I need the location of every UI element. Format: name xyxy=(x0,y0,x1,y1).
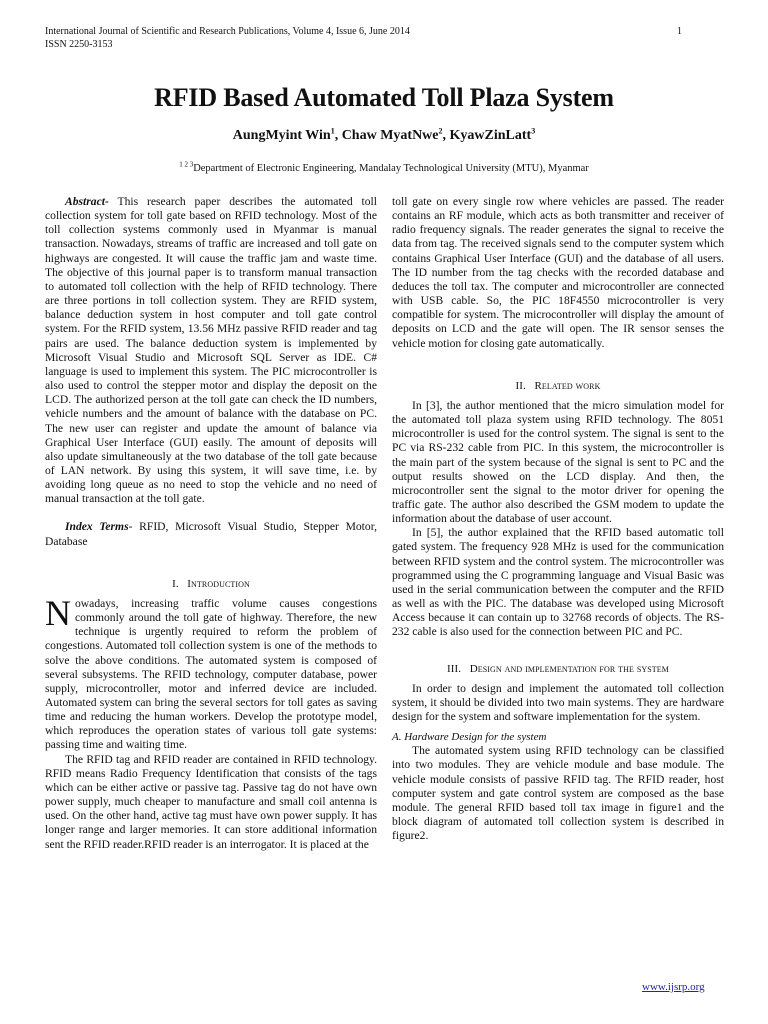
affiliation-sup: 1 2 3 xyxy=(179,160,194,169)
paragraph: The automated system using RFID technology can be classified into two modules. They are vehicle module and base module. The vehicle module consists of passive RFID tag. The RFID reader, host computer system and gate control system are composed as the base module. The general RFID based toll tax image in figure1 and the block diagram of automated toll collection system is described in figure2. xyxy=(392,744,724,843)
author-sup: 1 xyxy=(330,126,335,136)
subsection-heading: A. Hardware Design for the system xyxy=(392,731,547,744)
index-terms xyxy=(45,520,377,548)
section-heading xyxy=(45,577,377,591)
author-name: KyawZinLatt xyxy=(449,128,532,143)
section-number: I. xyxy=(172,577,179,590)
section-heading xyxy=(392,662,724,676)
abstract-label: Abstract- xyxy=(65,195,109,208)
paragraph: The RFID tag and RFID reader are contained in RFID technology. RFID means Radio Frequency Identification that consists of the tags which can be either active or passive tag. Passive tag do not have own power supply, much cheaper to manufacture and small coil antenna is used. On the other hand, active tag must have own power supply. It has longer range and larger memories. It can store additional information sent the RFID reader.RFID reader is an interrogator. It is placed at the xyxy=(45,752,377,851)
section-title: Related work xyxy=(534,379,601,392)
journal-website-link[interactable]: www.ijsrp.org xyxy=(642,981,705,993)
author-sup: 2 xyxy=(438,126,443,136)
section-number: III. xyxy=(447,662,462,675)
issn: ISSN 2250-3153 xyxy=(45,39,113,50)
paper-title: RFID Based Automated Toll Plaza System xyxy=(154,83,614,112)
author-name: AungMyint Win xyxy=(232,128,331,143)
paragraph: toll gate on every single row where vehicles are passed. The reader contains an RF module, which acts as both transmitter and receiver of radio frequency signals. The reader generates the signal to receive the data from tag. The received signals send to the computer system which contains Graphical User Interface (GUI) and the database of all users. The ID number from the tag checks with the recorded database and deduces the toll tax. The computer and microcontroller are connected with USB cable. So, the PIC 18F4550 microcontroller is very compatible for system. The microcontroller will display the amount of deposits on LCD and the gate will open. The IR sensor senses the vehicle motion for closing gate automatically. xyxy=(392,195,724,350)
abstract xyxy=(45,195,377,506)
paragraph: In order to design and implement the automated toll collection system, it should be divided into two main systems. They are hardware design for the system and software implementation for the system. xyxy=(392,681,724,723)
section-title: Design and implementation for the system xyxy=(469,662,669,675)
section-heading xyxy=(392,379,724,393)
affiliation xyxy=(0,162,768,176)
journal-header: International Journal of Scientific and Research Publications, Volume 4, Issue 6, June 2014 xyxy=(45,26,410,37)
section-title: Introduction xyxy=(187,577,250,590)
page-number: 1 xyxy=(677,26,682,37)
paragraph: In [5], the author explained that the RFID based automatic toll gated system. The frequency 928 MHz is used for the communication between RFID system and the control system. The microcontroller was programmed using the C programming language and Visual Basic was used in the serial communication between the computer and the RFID as well as with the PIC. The database was developed using Microsoft Access because it can contain up to 32768 records of objects. The RS-232 cable is also used for the connection between PIC and PC. xyxy=(392,526,724,639)
affiliation-text: Department of Electronic Engineering, Mandalay Technological University (MTU), Myanmar xyxy=(193,163,589,174)
intro-paragraph xyxy=(45,592,377,753)
index-terms-text: - RFID, Microsoft Visual Studio, Stepper Motor, Database xyxy=(45,520,377,548)
paragraph: In [3], the author mentioned that the micro simulation model for the automated toll plaza system using RFID technology. The 8051 microcontroller is used for the control system. The signal is sent to the PC via RS-232 cable from PIC. In this system, the microcontroller is the main part of the system because of the signal is sent to PC and the output results showed on the LCD display. And then, the microcontroller sent the signal to the motor driver for opening the traffic gate. The author also described the GSM modem to update the information about the database of user account. xyxy=(392,398,724,526)
author-list: AungMyint Win$^1$, Chaw MyatNwe$^2$, KyawZinLatt$^3$ xyxy=(232,126,536,143)
right-column xyxy=(392,195,724,843)
author-name: Chaw MyatNwe xyxy=(341,128,439,143)
paragraph-text: owadays, increasing traffic volume causes congestions commonly around the toll gate of highway. Therefore, the new technique is urgently required to reform the problem of congestions. Automated toll collection system is one of the methods to solve the above conditions. The automated system is composed of several subsystems. The RFID technology, computer database, power supply, microcontroller, motor and inferred device are included. Automated system can bring the several sectors for toll gates as saving time and reducing the human workers. Develop the prototype model, which reproduces the operation states of various toll gate systems: passing time and waiting time. xyxy=(45,596,377,752)
drop-cap: N xyxy=(45,592,71,633)
section-number: II. xyxy=(515,379,526,392)
abstract-text: This research paper describes the automated toll collection system for toll gate based on RFID technology. Most of the toll collection systems commonly used in Myanmar is manual transaction. Nowadays, streams of traffic are increased and toll gate on highways are congested. It will cause the traffic jam and waste time. The objective of this journal paper is to transform manual transaction to automated toll collection with the help of RFID technology. There are three portions in toll collection system. They are RFID system, balance deduction system in host computer and toll gate control system. For the RFID system, 13.56 MHz passive RFID reader and tag pairs are used. The balance deduction system is implemented by Microsoft Visual Studio and Microsoft SQL Server as IDE. C# language is used to implement this system. The PIC microcontroller is also used to control the stepper motor and display the deposit on the LCD. The authorized person at the toll gate can check the ID numbers, vehicle numbers and the amount of balance with the database on PC. The new user can register and update the amount of balance via Graphical User Interface (GUI) easily. The amount of deposits will also update simultaneously at the two database of the toll gate because of LAN network. By using this system, it will save time, i.e. by avoiding long queue as no need to stop the vehicle and no need of manual transaction at the toll gate. xyxy=(45,195,377,506)
author-sup: 3 xyxy=(531,126,536,136)
left-column xyxy=(45,195,377,852)
index-terms-label: Index Terms xyxy=(65,520,129,534)
